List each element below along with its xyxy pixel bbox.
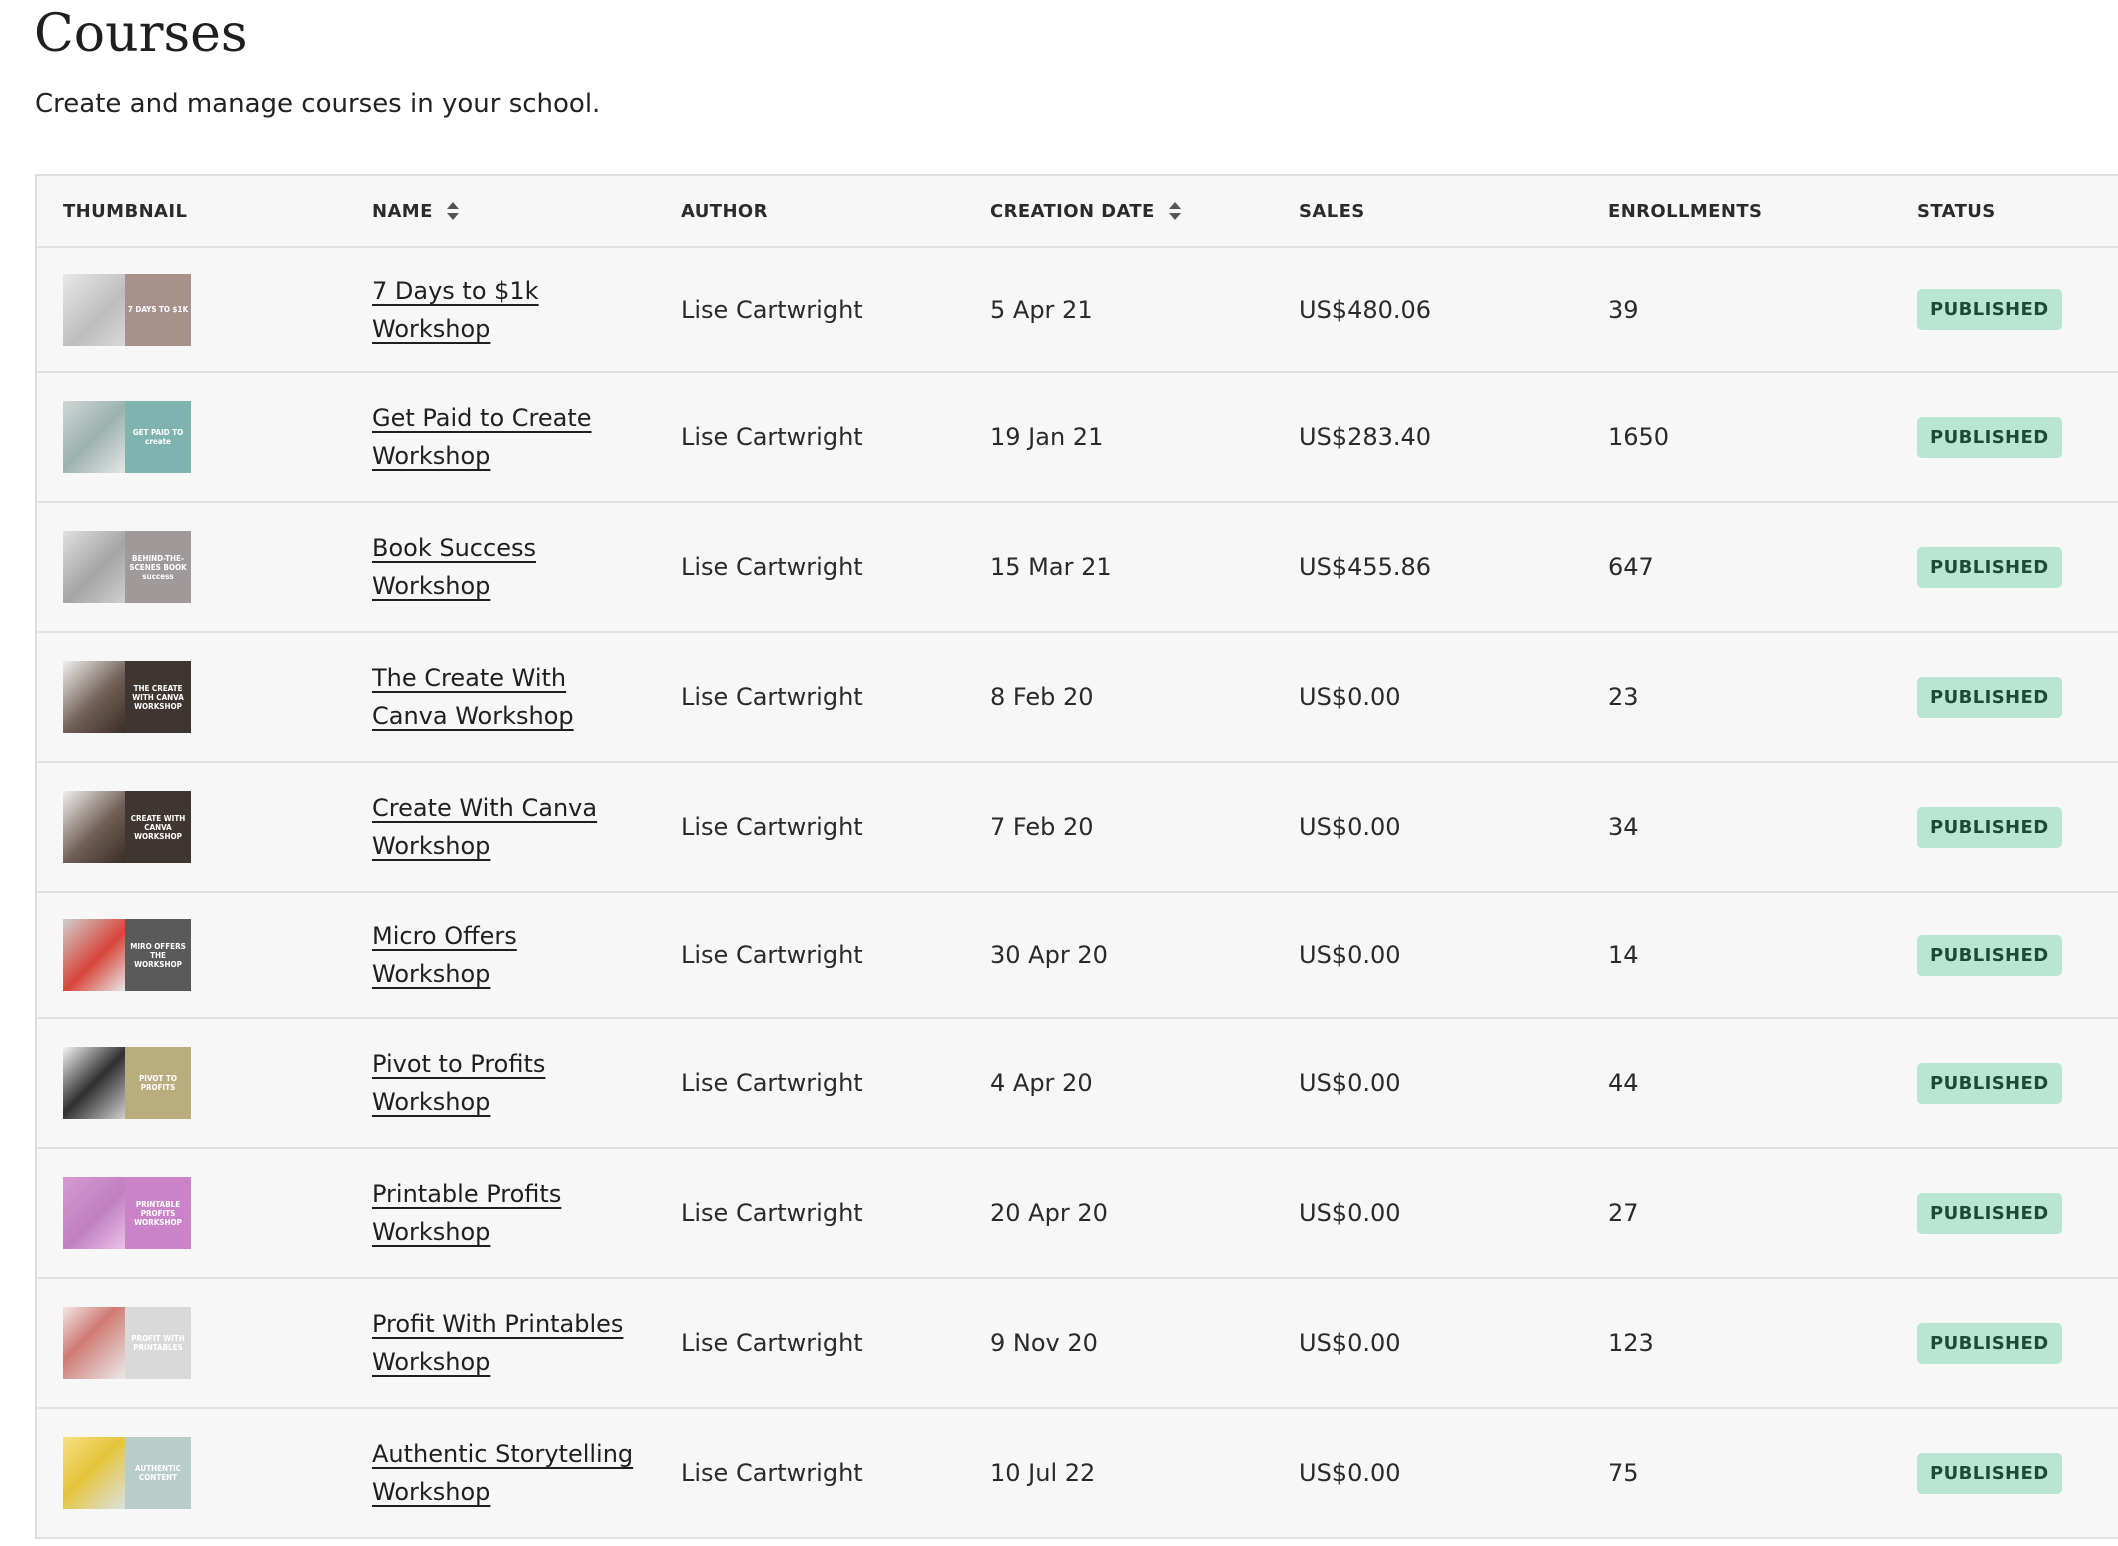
status-cell	[1917, 248, 2062, 371]
thumbnail-caption: AUTHENTIC CONTENT	[125, 1437, 191, 1509]
thumbnail-cell	[63, 763, 191, 891]
header-status: STATUS	[1917, 200, 1996, 222]
course-name-link[interactable]: The Create With Canva Workshop	[372, 664, 574, 730]
creation-date-cell: 10 Jul 22	[990, 1459, 1096, 1487]
sales-cell: US$0.00	[1299, 1069, 1401, 1097]
status-badge: PUBLISHED	[1917, 547, 2062, 588]
page-title: Courses	[34, 4, 248, 64]
thumbnail-cell	[63, 1409, 191, 1537]
course-thumbnail[interactable]	[63, 401, 191, 473]
status-badge: PUBLISHED	[1917, 935, 2062, 976]
course-name-link[interactable]: Pivot to Profits Workshop	[372, 1050, 546, 1116]
status-cell	[1917, 1279, 2062, 1407]
course-thumbnail[interactable]	[63, 274, 191, 346]
enrollments-cell: 44	[1608, 1069, 1639, 1097]
table-body	[37, 248, 2118, 1539]
thumbnail-cell	[63, 1149, 191, 1277]
creation-date-cell: 5 Apr 21	[990, 295, 1093, 324]
status-badge: PUBLISHED	[1917, 1323, 2062, 1364]
course-thumbnail[interactable]	[63, 791, 191, 863]
table-row	[37, 503, 2118, 633]
enrollments-cell: 34	[1608, 813, 1639, 841]
status-badge: PUBLISHED	[1917, 677, 2062, 718]
thumbnail-caption: BEHIND-THE-SCENES BOOK success	[125, 531, 191, 603]
creation-date-cell: 9 Nov 20	[990, 1329, 1098, 1357]
table-header	[37, 176, 2118, 248]
sales-cell: US$0.00	[1299, 813, 1401, 841]
thumbnail-caption: PRINTABLE PROFITS WORKSHOP	[125, 1177, 191, 1249]
header-enrollments: ENROLLMENTS	[1608, 200, 1763, 222]
creation-date-cell: 15 Mar 21	[990, 553, 1112, 581]
sales-cell: US$283.40	[1299, 423, 1432, 451]
name-cell	[372, 248, 642, 371]
enrollments-cell: 27	[1608, 1199, 1639, 1227]
course-name-link[interactable]: Authentic Storytelling Workshop	[372, 1440, 634, 1506]
author-cell: Lise Cartwright	[681, 423, 863, 451]
name-cell	[372, 633, 642, 761]
name-cell	[372, 1279, 642, 1407]
thumbnail-caption: CREATE WITH CANVA WORKSHOP	[125, 791, 191, 863]
status-cell	[1917, 763, 2062, 891]
status-cell	[1917, 1409, 2062, 1537]
status-cell	[1917, 1149, 2062, 1277]
name-cell	[372, 373, 642, 501]
thumbnail-cell	[63, 1019, 191, 1147]
author-cell: Lise Cartwright	[681, 553, 863, 581]
course-name-link[interactable]: Profit With Printables Workshop	[372, 1310, 624, 1376]
author-cell: Lise Cartwright	[681, 1459, 863, 1487]
status-cell	[1917, 373, 2062, 501]
table-row	[37, 633, 2118, 763]
thumbnail-cell	[63, 248, 191, 371]
header-creation-date[interactable]	[990, 176, 1181, 246]
course-thumbnail[interactable]	[63, 661, 191, 733]
table-row	[37, 893, 2118, 1019]
name-cell	[372, 763, 642, 891]
header-creation-date-label: CREATION DATE	[990, 200, 1155, 222]
author-cell: Lise Cartwright	[681, 683, 863, 711]
sales-cell: US$455.86	[1299, 553, 1432, 581]
sales-cell: US$0.00	[1299, 1329, 1401, 1357]
status-cell	[1917, 1019, 2062, 1147]
sort-icon[interactable]	[447, 202, 459, 220]
course-thumbnail[interactable]	[63, 1047, 191, 1119]
header-sales: SALES	[1299, 200, 1365, 222]
name-cell	[372, 503, 642, 631]
name-cell	[372, 893, 642, 1017]
status-badge: PUBLISHED	[1917, 289, 2062, 330]
status-badge: PUBLISHED	[1917, 1193, 2062, 1234]
creation-date-cell: 7 Feb 20	[990, 813, 1094, 841]
creation-date-cell: 8 Feb 20	[990, 683, 1094, 711]
thumbnail-caption: MIRO OFFERS THE WORKSHOP	[125, 919, 191, 991]
creation-date-cell: 20 Apr 20	[990, 1199, 1108, 1227]
course-name-link[interactable]: Micro Offers Workshop	[372, 922, 517, 988]
enrollments-cell: 1650	[1608, 423, 1670, 451]
course-thumbnail[interactable]	[63, 919, 191, 991]
creation-date-cell: 30 Apr 20	[990, 941, 1108, 969]
status-badge: PUBLISHED	[1917, 1453, 2062, 1494]
thumbnail-cell	[63, 893, 191, 1017]
table-row	[37, 1019, 2118, 1149]
thumbnail-cell	[63, 1279, 191, 1407]
courses-table	[35, 174, 2118, 1539]
enrollments-cell: 123	[1608, 1329, 1654, 1357]
header-thumbnail: THUMBNAIL	[63, 200, 188, 222]
status-badge: PUBLISHED	[1917, 1063, 2062, 1104]
header-name[interactable]	[372, 176, 459, 246]
thumbnail-cell	[63, 633, 191, 761]
author-cell: Lise Cartwright	[681, 1069, 863, 1097]
course-name-link[interactable]: Create With Canva Workshop	[372, 794, 598, 860]
thumbnail-caption: GET PAID TO create	[125, 401, 191, 473]
enrollments-cell: 75	[1608, 1459, 1639, 1487]
table-row	[37, 1409, 2118, 1539]
thumbnail-caption: THE CREATE WITH CANVA WORKSHOP	[125, 661, 191, 733]
status-cell	[1917, 633, 2062, 761]
course-name-link[interactable]: Get Paid to Create Workshop	[372, 404, 592, 470]
sales-cell: US$0.00	[1299, 941, 1401, 969]
name-cell	[372, 1149, 642, 1277]
table-row	[37, 373, 2118, 503]
author-cell: Lise Cartwright	[681, 1199, 863, 1227]
page-subtitle: Create and manage courses in your school.	[35, 89, 601, 119]
author-cell: Lise Cartwright	[681, 1329, 863, 1357]
sort-icon[interactable]	[1169, 202, 1181, 220]
sales-cell: US$480.06	[1299, 295, 1432, 324]
thumbnail-caption: 7 DAYS TO $1K	[125, 274, 191, 346]
course-thumbnail[interactable]	[63, 1437, 191, 1509]
status-cell	[1917, 893, 2062, 1017]
author-cell: Lise Cartwright	[681, 813, 863, 841]
thumbnail-caption: PROFIT WITH PRINTABLES	[125, 1307, 191, 1379]
header-name-label: NAME	[372, 200, 433, 222]
sales-cell: US$0.00	[1299, 1199, 1401, 1227]
thumbnail-cell	[63, 373, 191, 501]
status-badge: PUBLISHED	[1917, 807, 2062, 848]
sales-cell: US$0.00	[1299, 683, 1401, 711]
enrollments-cell: 39	[1608, 295, 1639, 324]
table-row	[37, 248, 2118, 373]
author-cell: Lise Cartwright	[681, 295, 863, 324]
status-badge: PUBLISHED	[1917, 417, 2062, 458]
creation-date-cell: 19 Jan 21	[990, 423, 1104, 451]
table-row	[37, 763, 2118, 893]
thumbnail-caption: PIVOT TO PROFITS	[125, 1047, 191, 1119]
name-cell	[372, 1409, 642, 1537]
status-cell	[1917, 503, 2062, 631]
enrollments-cell: 647	[1608, 553, 1654, 581]
enrollments-cell: 14	[1608, 941, 1639, 969]
course-name-link[interactable]: 7 Days to $1k Workshop	[372, 276, 539, 343]
course-thumbnail[interactable]	[63, 1177, 191, 1249]
enrollments-cell: 23	[1608, 683, 1639, 711]
course-thumbnail[interactable]	[63, 531, 191, 603]
table-row	[37, 1149, 2118, 1279]
course-name-link[interactable]: Printable Profits Workshop	[372, 1180, 562, 1246]
table-row	[37, 1279, 2118, 1409]
name-cell	[372, 1019, 642, 1147]
course-thumbnail[interactable]	[63, 1307, 191, 1379]
author-cell: Lise Cartwright	[681, 941, 863, 969]
header-author: AUTHOR	[681, 200, 768, 222]
course-name-link[interactable]: Book Success Workshop	[372, 534, 536, 600]
sales-cell: US$0.00	[1299, 1459, 1401, 1487]
thumbnail-cell	[63, 503, 191, 631]
creation-date-cell: 4 Apr 20	[990, 1069, 1093, 1097]
